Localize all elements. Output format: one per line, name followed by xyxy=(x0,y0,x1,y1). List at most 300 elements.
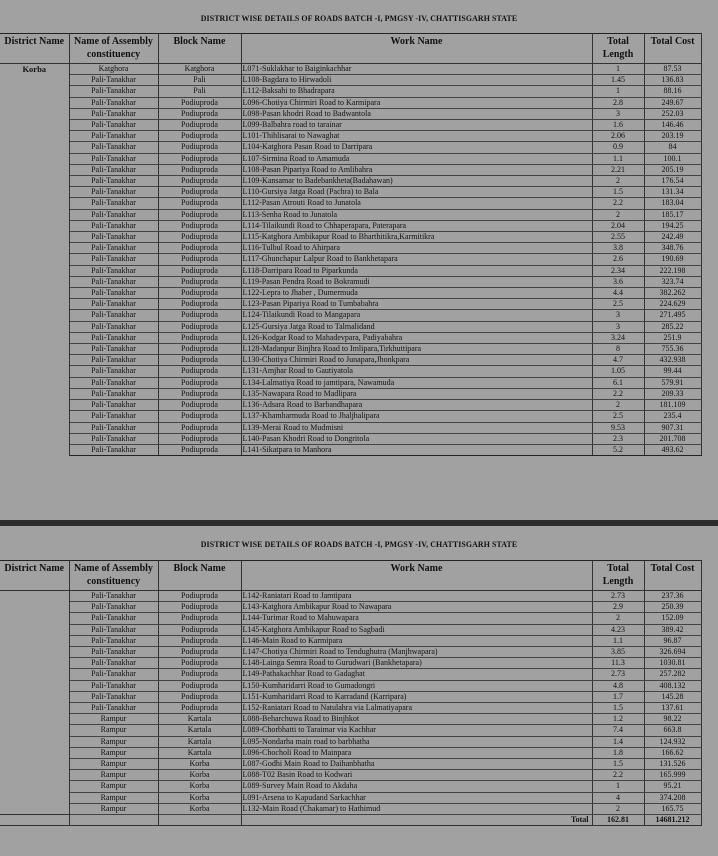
table-row xyxy=(0,669,701,680)
block-cell: Podiuproda xyxy=(158,680,241,691)
work-name-cell: L124-Tilaikundi Road to Mangapara xyxy=(241,310,592,321)
work-name-cell: L143-Katghora Ambikapur Road to Nawapara xyxy=(241,602,592,613)
length-cell: 1 xyxy=(592,86,644,97)
table-row xyxy=(0,647,701,658)
assembly-cell: Pali-Tanakhar xyxy=(69,624,158,635)
assembly-cell: Katghora xyxy=(69,64,158,75)
work-name-cell: L145-Katghora Ambikapur Road to Sagbadi xyxy=(241,624,592,635)
table-row xyxy=(0,736,701,747)
total-label: Total xyxy=(241,815,592,826)
cost-cell: 183.04 xyxy=(644,198,701,209)
block-cell: Podiuproda xyxy=(158,131,241,142)
cost-cell: 165.999 xyxy=(644,770,701,781)
table-row xyxy=(0,747,701,758)
assembly-cell xyxy=(69,815,158,826)
work-name-cell: L118-Darripara Road to Piparkunda xyxy=(241,265,592,276)
work-name-cell: L136-Adsara Road to Barbandhapara xyxy=(241,400,592,411)
length-cell: 5.2 xyxy=(592,444,644,455)
length-cell: 1.6 xyxy=(592,120,644,131)
table-row xyxy=(0,131,701,142)
total-length: 162.81 xyxy=(592,815,644,826)
work-name-cell: L131-Amjhar Road to Gautiyatola xyxy=(241,366,592,377)
cost-cell: 235.4 xyxy=(644,411,701,422)
length-cell: 1.8 xyxy=(592,747,644,758)
district-cell xyxy=(0,747,69,758)
district-cell xyxy=(0,602,69,613)
cost-cell: 152.09 xyxy=(644,613,701,624)
assembly-cell: Pali-Tanakhar xyxy=(69,602,158,613)
district-cell xyxy=(0,714,69,725)
block-cell: Podiuproda xyxy=(158,164,241,175)
block-cell: Korba xyxy=(158,803,241,814)
block-cell: Katghora xyxy=(158,64,241,75)
total-row xyxy=(0,815,701,826)
table-row xyxy=(0,613,701,624)
length-cell: 4.7 xyxy=(592,355,644,366)
district-cell xyxy=(0,187,69,198)
assembly-cell: Pali-Tanakhar xyxy=(69,377,158,388)
work-name-cell: L112-Pasan Atrouti Road to Junatola xyxy=(241,198,592,209)
table-row xyxy=(0,714,701,725)
work-name-cell: L108-Bagdara to Hirwadoli xyxy=(241,75,592,86)
district-cell xyxy=(0,444,69,455)
block-cell: Podiuproda xyxy=(158,669,241,680)
length-cell: 2 xyxy=(592,613,644,624)
cost-cell: 190.69 xyxy=(644,254,701,265)
block-cell: Podiuproda xyxy=(158,400,241,411)
district-cell xyxy=(0,288,69,299)
block-cell: Podiuproda xyxy=(158,265,241,276)
assembly-cell: Pali-Tanakhar xyxy=(69,355,158,366)
district-cell xyxy=(0,669,69,680)
assembly-cell: Pali-Tanakhar xyxy=(69,232,158,243)
work-name-cell: L148-Lainga Semra Road to Gurudwari (Bankhetapara) xyxy=(241,658,592,669)
length-cell: 2.2 xyxy=(592,198,644,209)
district-cell xyxy=(0,198,69,209)
length-cell: 1.5 xyxy=(592,187,644,198)
assembly-cell: Pali-Tanakhar xyxy=(69,299,158,310)
work-name-cell: L088-T02 Basin Road to Kodwari xyxy=(241,770,592,781)
column-header-block: Block Name xyxy=(158,561,241,591)
assembly-cell: Rampur xyxy=(69,792,158,803)
column-header-assembly: Name of Assembly constituency xyxy=(69,561,158,591)
table-row xyxy=(0,770,701,781)
district-cell xyxy=(0,120,69,131)
block-cell: Pali xyxy=(158,75,241,86)
district-cell xyxy=(0,613,69,624)
work-name-cell: L134-Lalmatiya Road to jamtipara, Nawamuda xyxy=(241,377,592,388)
district-cell xyxy=(0,97,69,108)
cost-cell: 224.629 xyxy=(644,299,701,310)
block-cell: Podiuproda xyxy=(158,647,241,658)
district-cell xyxy=(0,624,69,635)
length-cell: 2.55 xyxy=(592,232,644,243)
table-row xyxy=(0,187,701,198)
work-name-cell: L108-Pasan Pipariya Road to Amlibahra xyxy=(241,164,592,175)
table-row xyxy=(0,243,701,254)
table-row xyxy=(0,355,701,366)
length-cell: 2.9 xyxy=(592,602,644,613)
length-cell: 3.6 xyxy=(592,276,644,287)
length-cell: 7.4 xyxy=(592,725,644,736)
assembly-cell: Pali-Tanakhar xyxy=(69,220,158,231)
table-body xyxy=(0,591,701,826)
district-cell xyxy=(0,232,69,243)
roads-table-1 xyxy=(0,33,702,456)
table-row xyxy=(0,388,701,399)
column-header-length: Total Length xyxy=(592,34,644,64)
table-row xyxy=(0,624,701,635)
length-cell: 0.9 xyxy=(592,142,644,153)
length-cell: 3 xyxy=(592,321,644,332)
block-cell: Korba xyxy=(158,770,241,781)
work-name-cell: L151-Kumharidarri Road to Karradand (Karripara) xyxy=(241,691,592,702)
table-row xyxy=(0,209,701,220)
assembly-cell: Pali-Tanakhar xyxy=(69,444,158,455)
header-row xyxy=(0,34,701,64)
assembly-cell: Pali-Tanakhar xyxy=(69,422,158,433)
block-cell: Podiuproda xyxy=(158,602,241,613)
table-row xyxy=(0,411,701,422)
length-cell: 2.73 xyxy=(592,669,644,680)
work-name-cell: L123-Pasan Pipariya Road to Tumbabahra xyxy=(241,299,592,310)
cost-cell: 131.34 xyxy=(644,187,701,198)
work-name-cell: L095-Nondarha main road to barbhatha xyxy=(241,736,592,747)
cost-cell: 374.208 xyxy=(644,792,701,803)
table-row xyxy=(0,444,701,455)
block-cell: Kartala xyxy=(158,714,241,725)
work-name-cell: L137-Khamharmuda Road to Jhaljhalipara xyxy=(241,411,592,422)
work-name-cell: L140-Pasan Khodri Road to Dongritola xyxy=(241,433,592,444)
block-cell: Kartala xyxy=(158,725,241,736)
block-cell: Podiuproda xyxy=(158,433,241,444)
block-cell: Podiuproda xyxy=(158,366,241,377)
work-name-cell: L098-Pasan khodri Road to Badwantola xyxy=(241,108,592,119)
table-row xyxy=(0,680,701,691)
table-row xyxy=(0,75,701,86)
length-cell: 2.2 xyxy=(592,770,644,781)
assembly-cell: Pali-Tanakhar xyxy=(69,97,158,108)
length-cell: 4.23 xyxy=(592,624,644,635)
cost-cell: 408.132 xyxy=(644,680,701,691)
district-cell xyxy=(0,591,69,602)
work-name-cell: L144-Turimar Road to Mahuwapara xyxy=(241,613,592,624)
cost-cell: 203.19 xyxy=(644,131,701,142)
block-cell: Podiuproda xyxy=(158,411,241,422)
table-row xyxy=(0,220,701,231)
document-title: DISTRICT WISE DETAILS OF ROADS BATCH -I, PMGSY -IV, CHATTISGARH STATE xyxy=(200,539,518,549)
block-cell: Podiuproda xyxy=(158,209,241,220)
cost-cell: 348.76 xyxy=(644,243,701,254)
table-row xyxy=(0,232,701,243)
cost-cell: 242.49 xyxy=(644,232,701,243)
cost-cell: 579.91 xyxy=(644,377,701,388)
roads-table-2 xyxy=(0,560,702,826)
work-name-cell: L128-Madanpur Binjhra Road to Imlipara,Tirkhuttipara xyxy=(241,344,592,355)
length-cell: 1.2 xyxy=(592,714,644,725)
table-row xyxy=(0,265,701,276)
length-cell: 1 xyxy=(592,781,644,792)
length-cell: 4.8 xyxy=(592,680,644,691)
cost-cell: 432.938 xyxy=(644,355,701,366)
length-cell: 4.4 xyxy=(592,288,644,299)
work-name-cell: L099-Balbahra road to tarainar xyxy=(241,120,592,131)
length-cell: 9.53 xyxy=(592,422,644,433)
length-cell: 1.1 xyxy=(592,635,644,646)
cost-cell: 907.31 xyxy=(644,422,701,433)
column-header-district: District Name xyxy=(0,34,69,64)
assembly-cell: Pali-Tanakhar xyxy=(69,86,158,97)
length-cell: 2.8 xyxy=(592,97,644,108)
block-cell: Podiuproda xyxy=(158,288,241,299)
work-name-cell: L132-Main Road (Chakamar) to Hathimud xyxy=(241,803,592,814)
cost-cell: 382.262 xyxy=(644,288,701,299)
district-cell xyxy=(0,131,69,142)
column-header-work: Work Name xyxy=(241,561,592,591)
work-name-cell: L107-Sirmina Road to Amamuda xyxy=(241,153,592,164)
cost-cell: 84 xyxy=(644,142,701,153)
block-cell: Podiuproda xyxy=(158,422,241,433)
length-cell: 2.06 xyxy=(592,131,644,142)
assembly-cell: Rampur xyxy=(69,747,158,758)
block-cell: Podiuproda xyxy=(158,254,241,265)
assembly-cell: Pali-Tanakhar xyxy=(69,288,158,299)
length-cell: 1.05 xyxy=(592,366,644,377)
assembly-cell: Pali-Tanakhar xyxy=(69,75,158,86)
work-name-cell: L130-Chotiya Chirmiri Road to Junapara,Jhonkpara xyxy=(241,355,592,366)
length-cell: 2 xyxy=(592,400,644,411)
table-row xyxy=(0,198,701,209)
cost-cell: 181.109 xyxy=(644,400,701,411)
district-cell xyxy=(0,355,69,366)
work-name-cell: L089-Survey Main Road to Akdaha xyxy=(241,781,592,792)
district-cell xyxy=(0,344,69,355)
cost-cell: 323.74 xyxy=(644,276,701,287)
district-cell xyxy=(0,108,69,119)
length-cell: 2 xyxy=(592,209,644,220)
assembly-cell: Rampur xyxy=(69,714,158,725)
district-cell xyxy=(0,815,69,826)
column-header-work: Work Name xyxy=(241,34,592,64)
assembly-cell: Pali-Tanakhar xyxy=(69,310,158,321)
cost-cell: 100.1 xyxy=(644,153,701,164)
block-cell: Korba xyxy=(158,759,241,770)
assembly-cell: Pali-Tanakhar xyxy=(69,433,158,444)
block-cell: Podiuproda xyxy=(158,142,241,153)
district-cell xyxy=(0,142,69,153)
table-row xyxy=(0,120,701,131)
table-row xyxy=(0,164,701,175)
table-row xyxy=(0,288,701,299)
district-cell xyxy=(0,680,69,691)
district-cell xyxy=(0,176,69,187)
district-cell xyxy=(0,647,69,658)
cost-cell: 87.53 xyxy=(644,64,701,75)
cost-cell: 194.25 xyxy=(644,220,701,231)
table-row xyxy=(0,344,701,355)
district-cell xyxy=(0,725,69,736)
column-header-cost: Total Cost xyxy=(644,34,701,64)
district-cell xyxy=(0,164,69,175)
work-name-cell: L096-Chocholi Road to Mainpara xyxy=(241,747,592,758)
work-name-cell: L119-Pasan Pendra Road to Bokramudi xyxy=(241,276,592,287)
work-name-cell: L110-Gursiya Jatga Road (Pachra) to Bala xyxy=(241,187,592,198)
district-cell xyxy=(0,377,69,388)
length-cell: 1.1 xyxy=(592,153,644,164)
assembly-cell: Rampur xyxy=(69,781,158,792)
table-row xyxy=(0,321,701,332)
assembly-cell: Pali-Tanakhar xyxy=(69,265,158,276)
block-cell: Pali xyxy=(158,86,241,97)
work-name-cell: L114-Tilaikundi Road to Chhaperapara, Paterapara xyxy=(241,220,592,231)
cost-cell: 1030.81 xyxy=(644,658,701,669)
length-cell: 3 xyxy=(592,310,644,321)
table-row xyxy=(0,254,701,265)
cost-cell: 146.46 xyxy=(644,120,701,131)
block-cell: Podiuproda xyxy=(158,624,241,635)
assembly-cell: Pali-Tanakhar xyxy=(69,276,158,287)
table-row xyxy=(0,781,701,792)
cost-cell: 137.61 xyxy=(644,703,701,714)
assembly-cell: Pali-Tanakhar xyxy=(69,153,158,164)
cost-cell: 201.708 xyxy=(644,433,701,444)
block-cell: Podiuproda xyxy=(158,332,241,343)
cost-cell: 176.54 xyxy=(644,176,701,187)
length-cell: 3.24 xyxy=(592,332,644,343)
work-name-cell: L142-Raniatari Road to Jamtipara xyxy=(241,591,592,602)
table-row xyxy=(0,400,701,411)
district-cell xyxy=(0,792,69,803)
work-name-cell: L152-Raniatari Road to Natulahra via Lalmatiyapara xyxy=(241,703,592,714)
assembly-cell: Rampur xyxy=(69,736,158,747)
table-row xyxy=(0,299,701,310)
block-cell: Podiuproda xyxy=(158,220,241,231)
assembly-cell: Pali-Tanakhar xyxy=(69,635,158,646)
district-cell xyxy=(0,265,69,276)
district-cell xyxy=(0,703,69,714)
length-cell: 2.34 xyxy=(592,265,644,276)
block-cell: Podiuproda xyxy=(158,153,241,164)
cost-cell: 249.67 xyxy=(644,97,701,108)
district-cell xyxy=(0,366,69,377)
assembly-cell: Pali-Tanakhar xyxy=(69,691,158,702)
cost-cell: 209.33 xyxy=(644,388,701,399)
assembly-cell: Pali-Tanakhar xyxy=(69,669,158,680)
district-cell xyxy=(0,781,69,792)
table-row xyxy=(0,108,701,119)
column-header-cost: Total Cost xyxy=(644,561,701,591)
length-cell: 6.1 xyxy=(592,377,644,388)
work-name-cell: L135-Nawapara Road to Madlipara xyxy=(241,388,592,399)
assembly-cell: Pali-Tanakhar xyxy=(69,388,158,399)
work-name-cell: L096-Chotiya Chirmiri Road to Karmipara xyxy=(241,97,592,108)
table-row xyxy=(0,377,701,388)
assembly-cell: Rampur xyxy=(69,803,158,814)
work-name-cell: L126-Kodgar Road to Mahadevpara, Padiyabahra xyxy=(241,332,592,343)
assembly-cell: Pali-Tanakhar xyxy=(69,120,158,131)
column-header-block: Block Name xyxy=(158,34,241,64)
work-name-cell: L139-Merai Road to Mudmisni xyxy=(241,422,592,433)
table-row xyxy=(0,691,701,702)
table-row xyxy=(0,602,701,613)
block-cell: Podiuproda xyxy=(158,344,241,355)
table-row xyxy=(0,276,701,287)
work-name-cell: L091-Arsena to Kapudand Sarkachhar xyxy=(241,792,592,803)
district-cell xyxy=(0,759,69,770)
block-cell: Podiuproda xyxy=(158,243,241,254)
district-cell xyxy=(0,276,69,287)
length-cell: 2.73 xyxy=(592,591,644,602)
district-cell xyxy=(0,433,69,444)
block-cell: Podiuproda xyxy=(158,613,241,624)
cost-cell: 99.44 xyxy=(644,366,701,377)
table-row xyxy=(0,153,701,164)
assembly-cell: Pali-Tanakhar xyxy=(69,680,158,691)
district-cell xyxy=(0,332,69,343)
cost-cell: 205.19 xyxy=(644,164,701,175)
work-name-cell: L071-Suklakhar to Baiginkachhar xyxy=(241,64,592,75)
cost-cell: 96.87 xyxy=(644,635,701,646)
assembly-cell: Rampur xyxy=(69,759,158,770)
column-header-district: District Name xyxy=(0,561,69,591)
column-header-length: Total Length xyxy=(592,561,644,591)
table-row xyxy=(0,433,701,444)
block-cell: Podiuproda xyxy=(158,198,241,209)
table-row xyxy=(0,803,701,814)
cost-cell: 237.36 xyxy=(644,591,701,602)
assembly-cell: Pali-Tanakhar xyxy=(69,321,158,332)
cost-cell: 250.39 xyxy=(644,602,701,613)
length-cell: 2 xyxy=(592,176,644,187)
work-name-cell: L149-Pathakachhar Road to Gadaghat xyxy=(241,669,592,680)
table-row xyxy=(0,310,701,321)
cost-cell: 136.83 xyxy=(644,75,701,86)
cost-cell: 251.9 xyxy=(644,332,701,343)
district-cell xyxy=(0,310,69,321)
length-cell: 8 xyxy=(592,344,644,355)
length-cell: 4 xyxy=(592,792,644,803)
length-cell: 1.5 xyxy=(592,703,644,714)
assembly-cell: Pali-Tanakhar xyxy=(69,400,158,411)
district-cell xyxy=(0,388,69,399)
table-row xyxy=(0,86,701,97)
total-cost: 14681.212 xyxy=(644,815,701,826)
work-name-cell: L146-Main Road to Karmipara xyxy=(241,635,592,646)
assembly-cell: Pali-Tanakhar xyxy=(69,613,158,624)
district-cell xyxy=(0,411,69,422)
assembly-cell: Pali-Tanakhar xyxy=(69,198,158,209)
cost-cell: 165.75 xyxy=(644,803,701,814)
cost-cell: 222.198 xyxy=(644,265,701,276)
document-title: DISTRICT WISE DETAILS OF ROADS BATCH -I, PMGSY -IV, CHATTISGARH STATE xyxy=(200,13,518,23)
work-name-cell: L116-Tulbul Road to Ahirpara xyxy=(241,243,592,254)
district-cell xyxy=(0,770,69,781)
block-cell: Podiuproda xyxy=(158,321,241,332)
cost-cell: 95.21 xyxy=(644,781,701,792)
assembly-cell: Pali-Tanakhar xyxy=(69,254,158,265)
block-cell: Kartala xyxy=(158,736,241,747)
district-cell xyxy=(0,803,69,814)
block-cell: Podiuproda xyxy=(158,108,241,119)
length-cell: 2.5 xyxy=(592,299,644,310)
work-name-cell: L115-Katghora Ambikapur Road to Bharthitikra,Karmitikra xyxy=(241,232,592,243)
cost-cell: 252.03 xyxy=(644,108,701,119)
assembly-cell: Pali-Tanakhar xyxy=(69,108,158,119)
assembly-cell: Pali-Tanakhar xyxy=(69,131,158,142)
length-cell: 3 xyxy=(592,108,644,119)
block-cell: Podiuproda xyxy=(158,355,241,366)
table-row xyxy=(0,64,701,75)
